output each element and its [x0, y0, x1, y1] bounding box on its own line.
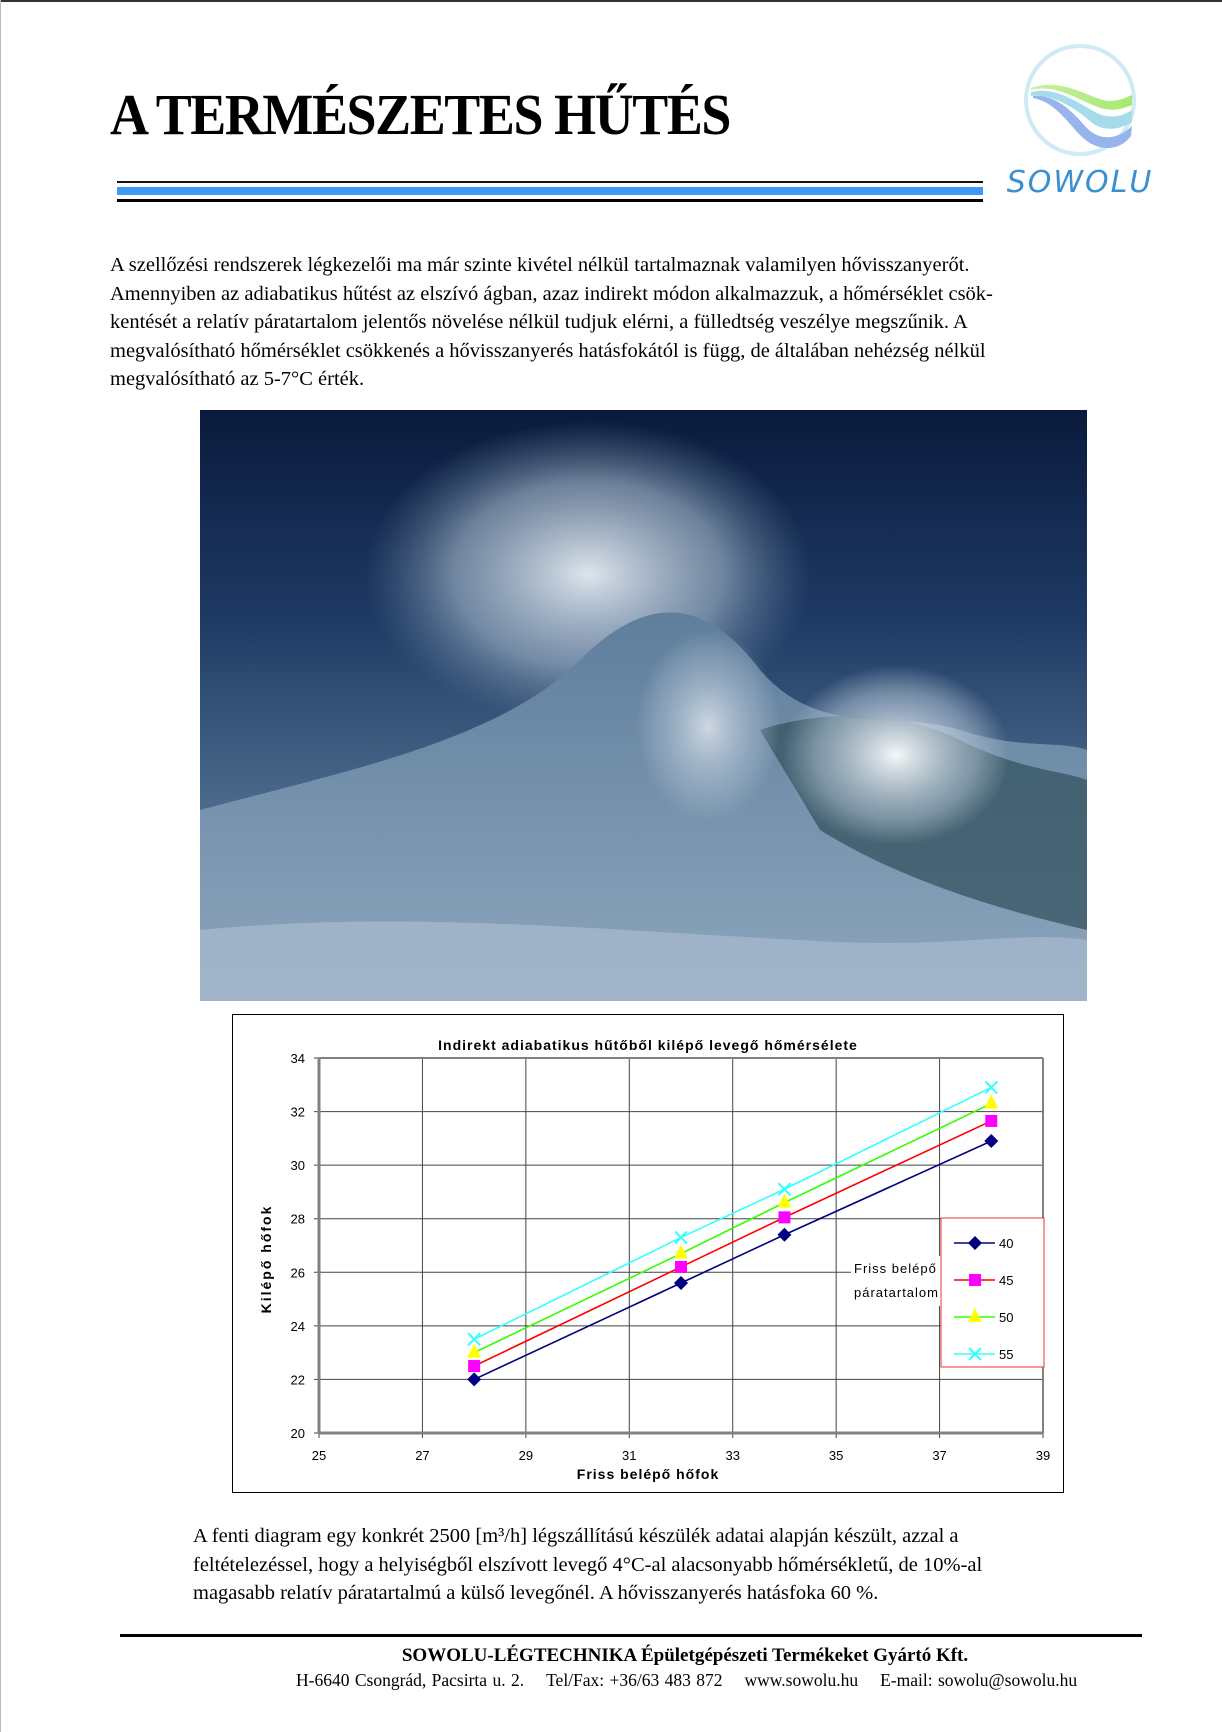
page-title: A TERMÉSZETES HŰTÉS: [110, 82, 731, 147]
y-tick-label: 32: [290, 1104, 305, 1120]
data-point-square: [468, 1360, 480, 1372]
note-line: A fenti diagram egy konkrét 2500 [m³/h] légszállítású készülék adatai alapján készült, azzal a: [193, 1525, 959, 1547]
chart-legend: [941, 1218, 1044, 1367]
intro-line: A szellőzési rendszerek légkezelői ma már szinte kivétel nélkül tartalmaznak valamilyen hővisszanyerőt.: [110, 254, 970, 276]
y-tick-label: 24: [290, 1318, 305, 1334]
intro-line: megvalósítható az 5-7°C érték.: [110, 368, 365, 390]
legend-title-line-2: páratartalom: [854, 1285, 939, 1300]
data-point-square: [778, 1211, 790, 1223]
y-tick-label: 28: [290, 1211, 305, 1227]
data-point-square: [675, 1261, 687, 1273]
note-paragraph: [193, 1522, 982, 1608]
intro-line: megvalósítható hőmérséklet csökkenés a hővisszanyerés hatásfokától is függ, de általában nehézség nélkül: [110, 339, 986, 362]
x-tick-label: 37: [932, 1448, 947, 1463]
footer-contact: [296, 1670, 1077, 1691]
legend-label: 55: [999, 1347, 1014, 1362]
footer-website-link[interactable]: www.sowolu.hu: [744, 1670, 859, 1690]
chart-x-axis-label: Friss belépő hőfok: [576, 1466, 720, 1482]
x-tick-label: 39: [1035, 1448, 1051, 1463]
page-left-border: [0, 0, 1, 1732]
note-line: magasabb relatív páratartalmú a külső levegőnél. A hővisszanyerés hatásfoka 60 %.: [193, 1582, 879, 1604]
intro-line: kentését a relatív páratartalom jelentős növelése nélkül tudjuk elérni, a fülledtség veszélye megszűnik. A: [110, 311, 968, 333]
y-tick-label: 26: [290, 1265, 305, 1281]
footer-phone: Tel/Fax: +36/63 483 872: [546, 1670, 723, 1690]
y-tick-label: 22: [290, 1372, 305, 1388]
header-rule-bottom: [117, 199, 983, 202]
footer-company: SOWOLU-LÉGTECHNIKA Épületgépészeti Termékeket Gyártó Kft.: [401, 1645, 969, 1666]
note-line: feltételezéssel, hogy a helyiségből elszívott levegő 4°C-al alacsonyabb hőmérsékletű, de 10%-al: [193, 1553, 983, 1576]
y-tick-label: 20: [290, 1426, 305, 1441]
y-tick-label: 34: [290, 1051, 305, 1066]
legend-box: [941, 1218, 1044, 1367]
x-tick-label: 31: [622, 1448, 637, 1463]
page-top-border: [0, 0, 1222, 2]
legend-label: 50: [999, 1310, 1014, 1325]
chart-frame: [232, 1014, 1064, 1493]
x-tick-label: 27: [415, 1448, 430, 1463]
x-tick-label: 29: [518, 1448, 534, 1463]
line-chart: [233, 1015, 1062, 1491]
data-point-square: [985, 1115, 997, 1127]
header-rule-blue: [117, 187, 983, 195]
footer-rule: [120, 1634, 1142, 1637]
legend-label: 45: [999, 1273, 1014, 1288]
legend-title-line-1: Friss belépő: [854, 1261, 937, 1276]
sowolu-logo-text: SOWOLU: [1006, 165, 1154, 200]
footer-address: H-6640 Csongrád, Pacsirta u. 2.: [296, 1670, 525, 1690]
chart-y-axis-label: Kilépő hőfok: [258, 1204, 274, 1314]
ocean-wave-photo: [200, 410, 1087, 1001]
footer-email-link[interactable]: E-mail: sowolu@sowolu.hu: [880, 1670, 1078, 1690]
legend-label: 40: [999, 1236, 1014, 1251]
x-tick-label: 25: [311, 1448, 327, 1463]
intro-line: Amennyiben az adiabatikus hűtést az elszívó ágban, azaz indirekt módon alkalmazzuk, a hőmérséklet csök-: [110, 282, 993, 305]
header-rule-top: [117, 181, 983, 183]
y-tick-label: 30: [290, 1158, 305, 1174]
intro-paragraph: [110, 251, 993, 394]
x-tick-label: 35: [828, 1448, 844, 1463]
chart-title: Indirekt adiabatikus hűtőből kilépő levegő hőmérsélete: [438, 1037, 858, 1053]
data-point-square: [969, 1274, 981, 1286]
x-tick-label: 33: [725, 1448, 740, 1463]
